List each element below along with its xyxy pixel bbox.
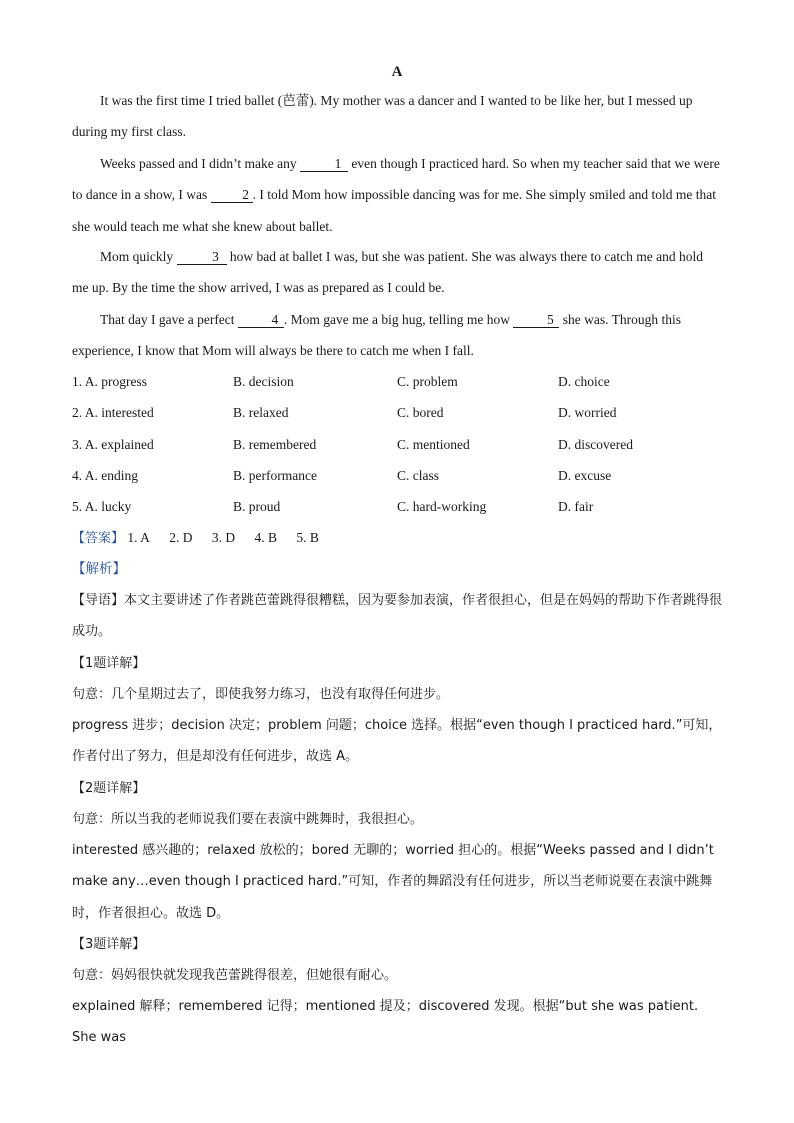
- passage-paragraph-3: [72, 241, 722, 304]
- q2-meaning: 句意：所以当我的老师说我们要在表演中跳舞时，我很担心。: [72, 812, 424, 827]
- option: B. relaxed: [233, 405, 289, 421]
- passage-text: . Mom gave me a big hug, telling me how: [283, 312, 514, 327]
- option: D. excuse: [558, 467, 612, 483]
- option: D. choice: [558, 374, 610, 389]
- passage-text: how bad at ballet I was, but she was patient. She was always there to catch me and hold me up. By the time the show arrived, I was as prepared as I could be.: [72, 249, 703, 296]
- option: D. fair: [558, 499, 594, 515]
- option: B. performance: [233, 467, 317, 483]
- option: B. proud: [233, 499, 281, 515]
- q1-detail: progress 进步；decision 决定；problem 问题；choice 选择。根据“even though I practiced hard.”可知，作者付出了努力，但是却没有任何进步，故选 A。: [72, 718, 722, 765]
- option: 5. A. lucky: [72, 499, 132, 515]
- option: 1. A. progress: [72, 374, 147, 389]
- q1-heading: 【1题详解】: [72, 656, 146, 671]
- passage-text: . I told Mom how impossible dancing was for me. She simply smiled and told me that she would teach me what she knew about ballet.: [72, 187, 717, 234]
- option: 4. A. ending: [72, 467, 138, 483]
- passage-paragraph-4: [72, 304, 722, 367]
- blank-4: 4: [238, 313, 284, 328]
- option: C. class: [397, 467, 439, 483]
- option: C. hard-working: [397, 499, 487, 515]
- option: D. worried: [558, 405, 617, 421]
- passage-paragraph-1: It was the first time I tried ballet (芭蕾). My mother was a dancer and I wanted to be like her, but I messed up during my first class.: [72, 93, 693, 140]
- q2-heading: 【2题详解】: [72, 781, 146, 796]
- answer-line: [72, 527, 335, 550]
- answer-item: 4. B: [254, 530, 278, 545]
- blank-5: 5: [513, 313, 559, 328]
- answer-label: 【答案】: [72, 531, 125, 546]
- option: 3. A. explained: [72, 436, 154, 452]
- answer-item: 5. B: [296, 530, 319, 545]
- option: 2. A. interested: [72, 405, 154, 421]
- blank-2: 2: [211, 188, 253, 203]
- passage-text: she was. Through this experience, I know that Mom will always be there to catch me when I fall.: [72, 312, 682, 359]
- q3-detail: explained 解释；remembered 记得；mentioned 提及；discovered 发现。根据“but she was patient. She was: [72, 999, 699, 1046]
- guide-text: 【导语】本文主要讲述了作者跳芭蕾跳得很糟糕，因为要参加表演，作者很担心，但是在妈妈的帮助下作者跳得很成功。: [72, 593, 723, 640]
- options-list: [72, 371, 722, 527]
- answer-item: 2. D: [169, 530, 193, 545]
- passage-text: Weeks passed and I didn’t make any: [100, 156, 300, 171]
- passage-text: even though I practiced hard. So when my teacher said that we were to dance in a show, I was: [72, 156, 720, 203]
- option: C. mentioned: [397, 436, 470, 452]
- blank-3: 3: [177, 250, 227, 265]
- option: B. remembered: [233, 436, 317, 452]
- option: C. bored: [397, 405, 444, 421]
- passage-text: That day I gave a perfect: [100, 312, 238, 327]
- option-row-2: [72, 402, 722, 433]
- option-row-5: [72, 496, 722, 527]
- option-row-4: [72, 465, 722, 496]
- option-row-3: [72, 434, 722, 465]
- q2-detail: interested 感兴趣的；relaxed 放松的；bored 无聊的；worried 担心的。根据“Weeks passed and I didn’t make any…even though I practiced hard.”可知，作者的舞蹈没有任何进步，所以当老师说要在表演中跳舞时，作者很担心。故选 D。: [72, 843, 714, 921]
- q3-heading: 【3题详解】: [72, 937, 146, 952]
- q3-meaning: 句意：妈妈很快就发现我芭蕾跳得很差，但她很有耐心。: [72, 968, 398, 983]
- answer-item: 1. A: [127, 530, 150, 545]
- passage-text: Mom quickly: [100, 249, 177, 264]
- section-title: A: [391, 64, 403, 80]
- option: D. discovered: [558, 436, 633, 452]
- q1-meaning: 句意：几个星期过去了，即使我努力练习，也没有取得任何进步。: [72, 687, 450, 702]
- answer-item: 3. D: [211, 530, 236, 545]
- option: C. problem: [397, 374, 458, 389]
- blank-1: 1: [300, 157, 348, 172]
- passage-paragraph-2: [72, 148, 722, 242]
- option-row-1: [72, 371, 722, 402]
- option: B. decision: [233, 374, 294, 389]
- analysis-label: 【解析】: [72, 561, 126, 577]
